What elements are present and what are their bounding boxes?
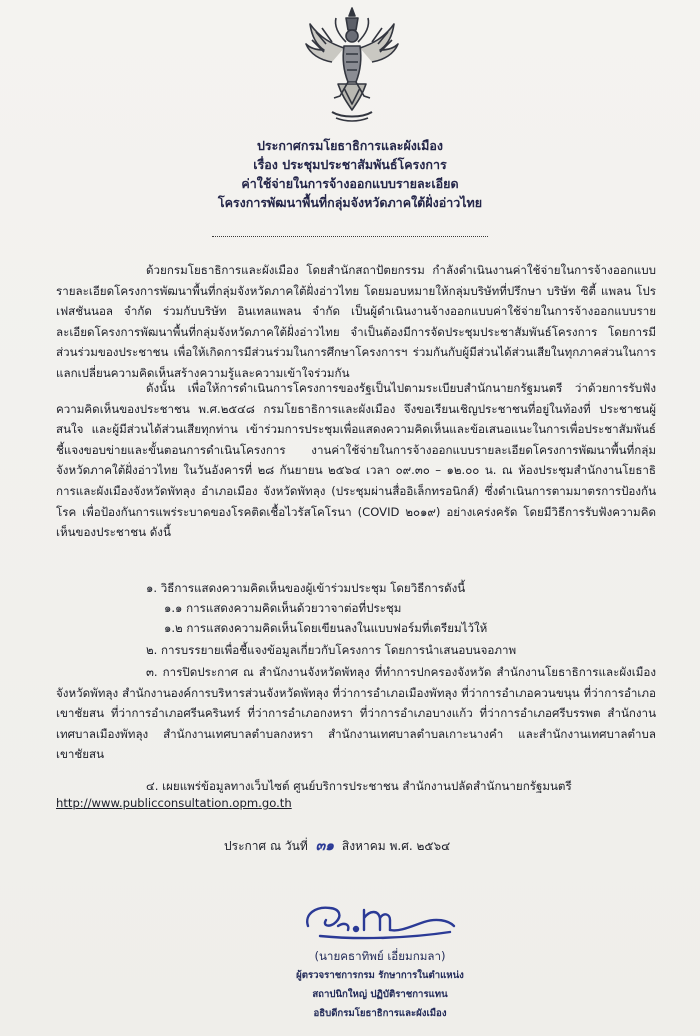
heading-line-3: ค่าใช้จ่ายในการจ้างออกแบบรายละเอียด <box>241 176 459 191</box>
signer-position-2: สถาปนิกใหญ่ ปฏิบัติราชการแทน <box>312 989 448 1000</box>
date-prefix: ประกาศ ณ วันที่ <box>224 839 308 853</box>
list-item-1-1: ๑.๑ การแสดงความคิดเห็นด้วยวาจาต่อที่ประชุม <box>164 601 402 615</box>
list-item-1-2: ๑.๒ การแสดงความคิดเห็นโดยเขียนลงในแบบฟอร์มที่เตรียมไว้ให้ <box>164 621 488 635</box>
body-paragraph-3: ๓. การปิดประกาศ ณ สำนักงานจังหวัดพัทลุง ที่ทำการปกครองจังหวัด สำนักงานโยธาธิการและผังเมืองจังหวัดพัทลุง สำนักงานองค์การบริหารส่วนจังหวัดพัทลุง ที่ว่าการอำเภอเมืองพัทลุง ที่ว่าการอำเภอควนขนุน ที่ว่าการอำเภอเขาชัยสน ที่ว่าการอำเภอศรีนครินทร์ ที่ว่าการอำเภอกงหรา ที่ว่าการอำเภอบางแก้ว ที่ว่าการอำเภอศรีบรรพต สำนักงานเทศบาลเมืองพัทลุง สำนักงานเทศบาลตำบลกงหรา สำนักงานเทศบาลตำบลเกาะนางคำ และสำนักงานเทศบาลตำบลเขาชัยสน <box>56 665 656 762</box>
signer-position-3: อธิบดีกรมโยธาธิการและผังเมือง <box>313 1008 447 1019</box>
signer-name: (นายคธาทิพย์ เอี่ยมกมลา) <box>314 949 446 963</box>
signer-position-1: ผู้ตรวจราชการกรม รักษาการในตำแหน่ง <box>296 970 464 981</box>
list-item-2: ๒. การบรรยายเพื่อชี้แจงข้อมูลเกี่ยวกับโครงการ โดยการนำเสนอบนจอภาพ <box>146 643 517 657</box>
heading-line-2: เรื่อง ประชุมประชาสัมพันธ์โครงการ <box>253 157 447 172</box>
body-paragraph-2: ดังนั้น เพื่อให้การดำเนินการโครงการของรัฐเป็นไปตามระเบียบสำนักนายกรัฐมนตรี ว่าด้วยการรับฟังความคิดเห็นของประชาชน พ.ศ.๒๕๔๘ กรมโยธาธิการและผังเมือง จึงขอเรียนเชิญประชาชนที่อยู่ในท้องที่ ประชาชนผู้สนใจ และผู้มีส่วนได้ส่วนเสียทุกท่าน เข้าร่วมการประชุมเพื่อแสดงความคิดเห็นและข้อเสนอแนะในการเพื่อประชาสัมพันธ์ชี้แจงขอบข่ายและขั้นตอนการดำเนินโครงการ งานค่าใช้จ่ายในการจ้างออกแบบรายละเอียดโครงการพัฒนาพื้นที่กลุ่มจังหวัดภาคใต้ฝั่งอ่าวไทย ในวันอังคารที่ ๒๘ กันยายน ๒๕๖๔ เวลา ๐๙.๓๐ – ๑๒.๐๐ น. ณ ห้องประชุมสำนักงานโยธาธิการและผังเมืองจังหวัดพัทลุง อำเภอเมือง จังหวัดพัทลุง (ประชุมผ่านสื่ออิเล็กทรอนิกส์) ซึ่งดำเนินการตามมาตรการป้องกันโรค เพื่อป้องกันการแพร่ระบาดของโรคติดเชื้อไวรัสโคโรนา (COVID ๒๐๑๙) อย่างเคร่งครัด โดยมีวิธีการรับฟังความคิดเห็นของประชาชน ดังนี้ <box>56 381 656 540</box>
signature-icon <box>300 896 460 942</box>
website-link[interactable]: http://www.publicconsultation.opm.go.th <box>56 796 292 810</box>
dotted-divider <box>212 236 488 237</box>
garuda-emblem-icon <box>302 4 402 128</box>
body-paragraph-1: ด้วยกรมโยธาธิการและผังเมือง โดยสำนักสถาปัตยกรรม กำลังดำเนินงานค่าใช้จ่ายในการจ้างออกแบบรายละเอียดโครงการพัฒนาพื้นที่กลุ่มจังหวัดภาคใต้ฝั่งอ่าวไทย โดยมอบหมายให้กลุ่มบริษัทที่ปรึกษา บริษัท ซิตี้ แพลน โปรเฟสชันนอล จำกัด ร่วมกับบริษัท อินเทลแพลน จำกัด เป็นผู้ดำเนินงานจ้างออกแบบค่าใช้จ่ายในการจ้างออกแบบรายละเอียดโครงการพัฒนาพื้นที่กลุ่มจังหวัดภาคใต้ฝั่งอ่าวไทย จำเป็นต้องมีการจัดประชุมประชาสัมพันธ์โครงการ โดยการมีส่วนร่วมของประชาชน เพื่อให้เกิดการมีส่วนร่วมในการศึกษาโครงการฯ ร่วมกันกับผู้มีส่วนได้ส่วนเสียในทุกภาคส่วนในการแลกเปลี่ยนความคิดเห็นสร้างความรู้และความเข้าใจร่วมกัน <box>56 263 656 380</box>
list-item-4: ๔. เผยแพร่ข้อมูลทางเว็บไซต์ ศูนย์บริการประชาชน สำนักงานปลัดสำนักนายกรัฐมนตรี <box>146 779 572 793</box>
heading-line-4: โครงการพัฒนาพื้นที่กลุ่มจังหวัดภาคใต้ฝั่งอ่าวไทย <box>217 195 483 210</box>
date-month: สิงหาคม <box>341 839 386 853</box>
heading-line-1: ประกาศกรมโยธาธิการและผังเมือง <box>256 138 443 153</box>
date-day: ๓๑ <box>315 838 335 854</box>
announcement-date <box>224 835 450 857</box>
list-item-1: ๑. วิธีการแสดงความคิดเห็นของผู้เข้าร่วมประชุม โดยวิธีการดังนี้ <box>146 581 466 595</box>
announcement-heading <box>150 136 550 212</box>
date-year: พ.ศ. ๒๕๖๔ <box>389 839 451 853</box>
